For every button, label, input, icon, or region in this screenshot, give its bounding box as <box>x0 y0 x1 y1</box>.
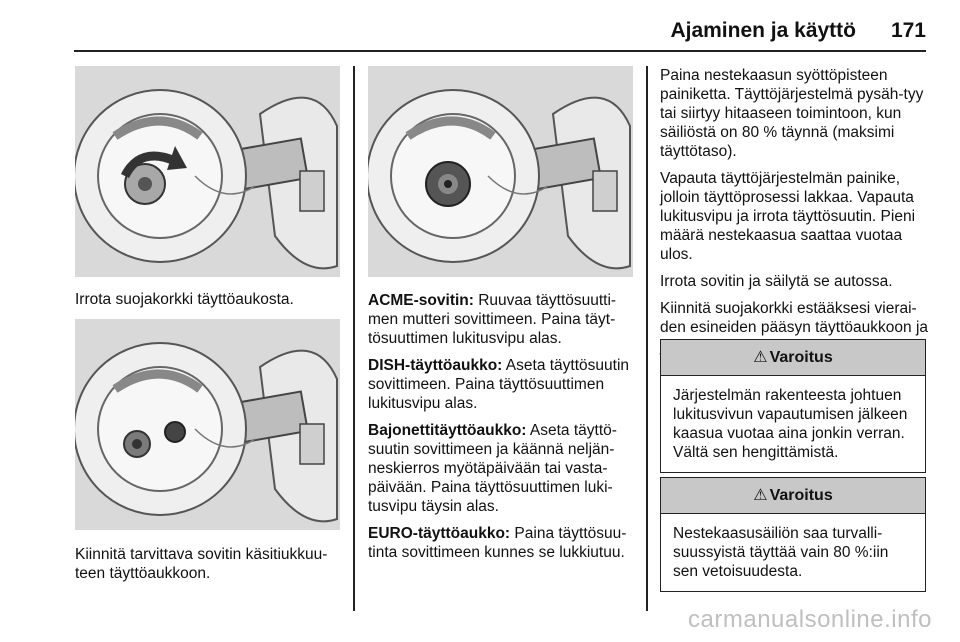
paragraph-press-button: Paina nestekaasun syöttöpisteen painiketta. Täyttöjärjestelmä pysäh-tyy tai siirtyy hitaaseen toimintoon, kun säiliöstä on 80 % täynnä (maksimi täyttötaso). <box>660 67 924 160</box>
warning-header: ⚠ Varoitus <box>661 478 925 514</box>
warning-triangle-icon: ⚠ <box>753 349 768 366</box>
figure-caption-2: Kiinnitä tarvittava sovitin käsitiukkuu-teen täyttöaukkoon. <box>75 546 328 582</box>
middle-column-text <box>368 291 636 570</box>
watermark: carmanualsonline.info <box>688 606 932 633</box>
figure-caption-1: Irrota suojakorkki täyttöaukosta. <box>75 291 294 308</box>
page-number: 171 <box>890 19 926 42</box>
warning-body: Järjestelmän rakenteesta johtuen lukitusvivun vapautumisen jälkeen kaasua vuotaa aina jonkin verran. Vältä sen hengittämistä. <box>673 387 908 461</box>
warning-header: ⚠ Varoitus <box>661 340 925 376</box>
figure-attach-adapter <box>75 319 340 530</box>
adapter-paragraph-acme: ACME-sovitin: Ruuvaa täyttösuutti-men mutteri sovittimeen. Paina täyt-tösuuttimen lukitusvipu alas. <box>368 292 617 347</box>
warning-triangle-icon: ⚠ <box>753 487 768 504</box>
figure-adapter-installed <box>368 66 633 277</box>
figure-remove-cap <box>75 66 340 277</box>
warning-body: Nestekaasusäiliön saa turvalli-suussyistä täyttää vain 80 %:iin sen vetoisuudesta. <box>673 525 889 580</box>
section-title: Ajaminen ja käyttö <box>670 19 856 42</box>
warning-box-2 <box>660 477 926 592</box>
paragraph-release-button: Vapauta täyttöjärjestelmän painike, jolloin täyttöprosessi lakkaa. Vapauta lukitusvipu ja irrota täyttösuutin. Pieni määrä nestekaasua saattaa vuotaa ulos. <box>660 170 916 263</box>
warning-box-1 <box>660 339 926 473</box>
column-divider-right <box>646 66 648 611</box>
column-divider-left <box>353 66 355 611</box>
adapter-paragraph-bayonet: Bajonettitäyttöaukko: Aseta täyttö-suutin sovittimeen ja käännä neljän-neskierros myötäpäivään tai vasta-päivään. Paina täyttösuuttimen luki-tusvipu täysin alas. <box>368 422 617 515</box>
adapter-paragraph-euro: EURO-täyttöaukko: Paina täyttösuu-tinta sovittimeen kunnes se lukkiutuu. <box>368 525 627 561</box>
paragraph-remove-adapter: Irrota sovitin ja säilytä se autossa. <box>660 273 893 290</box>
page-header <box>74 0 926 52</box>
paragraph-attach-cap: Kiinnitä suojakorkki estääksesi vierai-den esineiden pääsyn täyttöaukkoon ja <box>660 300 929 336</box>
right-column-text <box>660 66 928 364</box>
adapter-paragraph-dish: DISH-täyttöaukko: Aseta täyttösuutin sovittimeen. Paina täyttösuuttimen lukitusvipu alas. <box>368 357 630 412</box>
